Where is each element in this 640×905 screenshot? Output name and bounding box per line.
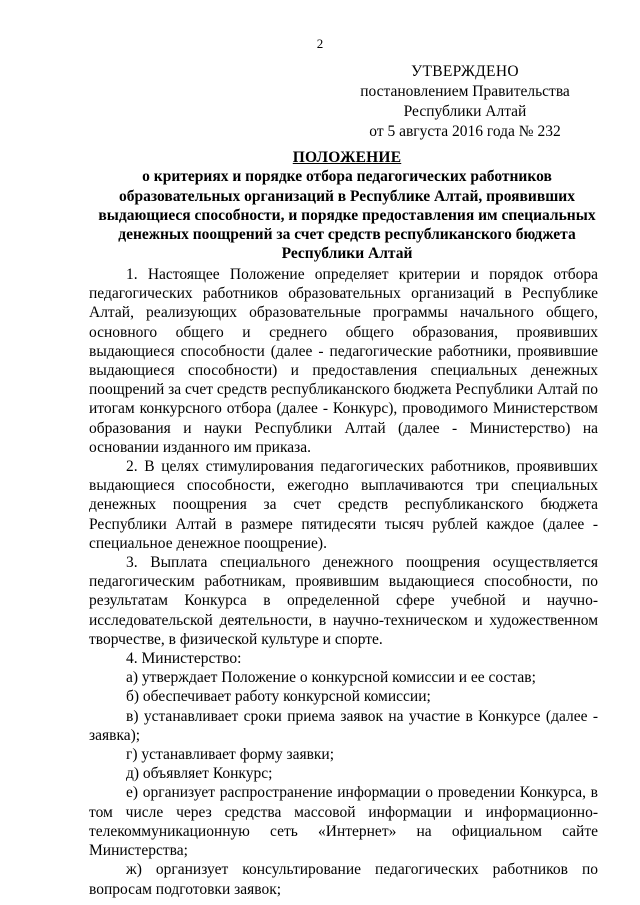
document-heading — [90, 148, 604, 264]
paragraph-1: 1. Настоящее Положение определяет критерии и порядок отбора педагогических работников образовательных организаций в Республике Алтай, реализующих образовательные программы начального общего, основного общего и среднего общего образования, проявивших выдающиеся способности (далее - педагогические работники, проявившие выдающиеся способности) и предоставления специальных денежных поощрений за счет средств республиканского бюджета Республики Алтай по итогам конкурсного отбора (далее - Конкурс), проводимого Министерством образования и науки Республики Алтай (далее - Министерство) на основании изданного им приказа. — [89, 266, 598, 456]
subparagraph-v: в) устанавливает сроки приема заявок на участие в Конкурсе (далее - заявка); — [89, 707, 598, 744]
heading-line: денежных поощрений за счет средств республиканского бюджета — [118, 226, 576, 244]
subparagraph-e: е) организует распространение информации о проведении Конкурса, в том числе через средства массовой информации и информационно-телекоммуникационную сеть «Интернет» на официальном сайте Министерства; — [89, 784, 598, 860]
subparagraph-zh: ж) организует консультирование педагогических работников по вопросам подготовки заявок; — [89, 861, 598, 898]
approval-line: Республики Алтай — [403, 103, 527, 120]
subparagraph-g: г) устанавливает форму заявки; — [126, 746, 335, 764]
subparagraph-b: б) обеспечивает работу конкурсной комиссии; — [126, 688, 431, 706]
heading-line: о критериях и порядке отбора педагогических работников — [142, 168, 552, 186]
paragraph-3: 3. Выплата специального денежного поощрения осуществляется педагогическим работникам, проявившим выдающиеся способности, по результатам Конкурса в определенной сфере учебной и научно-исследовательской деятельности, в научно-техническом и художественном творчестве, в физической культуре и спорте. — [89, 554, 598, 648]
document-title: ПОЛОЖЕНИЕ — [292, 149, 402, 166]
heading-line: Республики Алтай — [281, 245, 413, 263]
approval-line: постановлением Правительства — [360, 83, 570, 100]
page-number: 2 — [316, 36, 324, 51]
approval-stamp — [360, 62, 570, 142]
paragraph-2: 2. В целях стимулирования педагогических работников, проявивших выдающиеся способности, ежегодно выплачиваются три специальных денежных поощрения за счет средств республиканского бюджета Республики Алтай в размере пятидесяти тысяч рублей каждое (далее - специальное денежное поощрение). — [89, 458, 598, 552]
subparagraph-d: д) объявляет Конкурс; — [126, 765, 273, 783]
heading-line: образовательных организаций в Республике Алтай, проявивших — [119, 187, 575, 205]
paragraph-4: 4. Министерство: — [126, 650, 242, 668]
document-body — [89, 265, 598, 899]
subparagraph-a: а) утверждает Положение о конкурсной комиссии и ее состав; — [126, 669, 536, 687]
approval-date-line: от 5 августа 2016 года № 232 — [369, 123, 561, 140]
heading-line: выдающиеся способности, и порядке предоставления им специальных — [98, 206, 596, 224]
approval-title: УТВЕРЖДЕНО — [411, 63, 519, 80]
